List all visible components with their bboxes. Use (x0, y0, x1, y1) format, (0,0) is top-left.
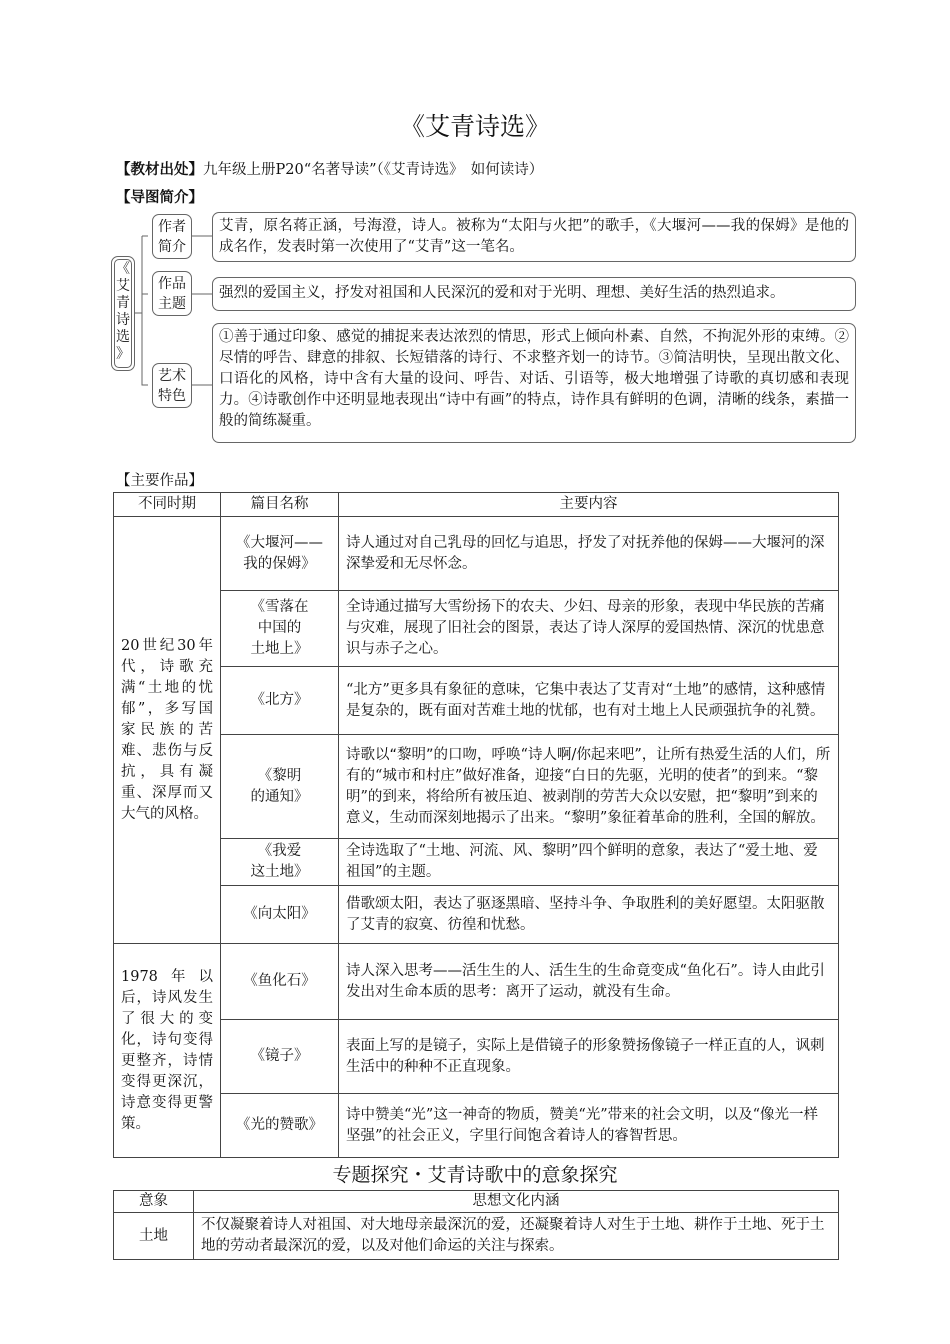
imagery-title: 专题探究・艾青诗歌中的意象探究 (332, 1164, 618, 1186)
key-phrase: 《大堰河——我的保姆》 (649, 218, 805, 234)
table-row (114, 886, 839, 944)
text-part: 全诗选取了“ (346, 843, 426, 859)
text-part: 与 (360, 641, 375, 657)
key-phrase: 面对苦难土地的忧郁 (447, 702, 578, 719)
text-part: 、 (549, 599, 564, 615)
key-phrase: 忧患意识 (346, 620, 825, 657)
header-title: 篇目名称 (221, 493, 339, 517)
book-char: 艾 (116, 278, 130, 294)
title-line: 《光的赞歌》 (236, 1117, 323, 1133)
text-part: 的美好愿望。太阳驱散了艾青的寂寞、彷徨和忧愁。 (346, 895, 825, 933)
text-part: 、 (321, 329, 337, 345)
text-part: 艾青，原名蒋正涵，号海澄，诗人。被称为“太阳与火把”的歌手， (219, 218, 650, 234)
title-line: 《黎明 (257, 767, 302, 784)
work-content (339, 1094, 839, 1158)
key-phrase: 全国的解放 (737, 809, 811, 826)
label-line: 作品 (158, 276, 186, 292)
key-phrase: 爱土地 (745, 843, 789, 859)
book-char: 选 (116, 329, 130, 345)
table-row (114, 517, 839, 591)
text-part: ，形式上倾向朴素、自然，不拘泥外形的束缚。② (526, 329, 850, 345)
text-part: 诗中赞美“光”这一神奇的物质，赞美“光”带来的社会文明，以及“像光一样坚强”的社会正义，字里行间饱含着诗人的睿智哲思。 (346, 1106, 819, 1144)
table-row (114, 591, 839, 667)
table-row (114, 944, 839, 1020)
map-label: 【导图简介】 (116, 190, 203, 206)
header-image: 意象 (114, 1191, 194, 1213)
title-line: 我的保姆》 (243, 555, 316, 572)
text-part: ，展现了旧社会的图景，表达了诗人深厚的 (389, 620, 665, 636)
key-phrase: 诗中有画 (446, 392, 505, 408)
key-phrase: 尽情的呼告 (219, 350, 293, 366)
book-char: 诗 (116, 312, 130, 328)
text-part: 诗人深入思考——活生生的人、活生生的生命竟变成“鱼化石”。诗人由此引发出对生命本质的思考： (346, 962, 825, 1000)
text-part: ”四个鲜明的意象，表达了“ (570, 843, 746, 859)
work-title (221, 517, 339, 591)
text-part: 、 (498, 843, 513, 859)
key-phrase: 肆意的排叙 (306, 350, 381, 366)
key-phrase: 土地 (425, 843, 455, 859)
key-phrase: 以“黎明”的口吻 (375, 746, 478, 763)
key-phrase: 口语化 (219, 371, 265, 387)
work-content (339, 944, 839, 1020)
work-title (221, 944, 339, 1020)
key-phrase: 河流 (469, 843, 499, 859)
title-line: 《镜子》 (250, 1048, 309, 1064)
key-phrase: 坚持斗争 (549, 895, 607, 912)
key-phrase: 母亲 (607, 599, 636, 615)
text-part: 。 (810, 809, 825, 826)
works-label: 【主要作品】 (116, 473, 203, 489)
text-part: 。 (505, 1058, 520, 1075)
work-content (339, 735, 839, 839)
title-line: 《雪落在 (250, 599, 309, 615)
key-phrase: 革命的胜利 (650, 809, 724, 826)
imagery-table (113, 1190, 839, 1260)
theme-content: 强烈的爱国主义，抒发对祖国和人民深沉的爱和对于光明、理想、美好生活的热烈追求。 (212, 277, 856, 311)
key-phrase: 不求整齐划一的诗节 (512, 350, 645, 366)
image-meaning: 不仅凝聚着诗人对祖国、对大地母亲最深沉的爱，还凝聚着诗人对生于土地、耕作于土地、死于土地的劳动者最深沉的爱，以及对他们命运的关注与探索。 (194, 1213, 839, 1260)
text-part: 、 (592, 599, 607, 615)
title-line: 这土地》 (250, 864, 309, 880)
label-line: 特色 (158, 388, 186, 404)
title-line: 《我爱 (257, 843, 302, 859)
text-part: ”的主题。 (375, 864, 441, 880)
text-part: ”的特点，诗作具有鲜明的色调，清晰的线条，素描一般的简练凝重。 (219, 392, 849, 429)
key-phrase: 离开了运动，就没有生命 (505, 983, 665, 1000)
text-part: “北方”更多具有象征的意味，它集中表达了艾青对“土地”的感情，这种感情是复杂的，既有 (346, 681, 826, 719)
work-content (339, 886, 839, 944)
text-part: 、 (380, 350, 395, 366)
title-line: 中国的 (257, 620, 302, 636)
title-line: 土地上》 (250, 641, 309, 657)
art-label (152, 363, 192, 408)
key-phrase: 爱祖国 (346, 843, 818, 880)
work-title (221, 735, 339, 839)
art-content (212, 323, 856, 443)
table-row (114, 1020, 839, 1094)
text-part: 、 (527, 843, 542, 859)
text-part: 诗人通过对自己乳母的回忆与追思，抒发了对抚养他的保姆——大堰河的深深挚爱和无尽怀念。 (346, 534, 825, 572)
label-line: 简介 (158, 239, 186, 255)
key-phrase: 对土地上人民顽强抗争的礼赞 (621, 702, 810, 719)
table-row (114, 735, 839, 839)
period-1930s: 20世纪30年代，诗歌充满“土地的忧郁”，多写国家民族的苦难、悲伤与反抗，具有凝重、深厚而又大气的风格。 (114, 517, 221, 944)
text-part: 是他的成名作，发表时第一次使用了“艾青”这一笔名。 (219, 218, 850, 255)
text-part: 。 (433, 641, 448, 657)
header-content: 主要内容 (339, 493, 839, 517)
theme-label (152, 271, 192, 316)
text-part: 、深沉的 (723, 620, 781, 636)
text-part: 。 (665, 983, 680, 1000)
work-content (339, 1020, 839, 1094)
document-title: 《艾青诗选》 (399, 112, 550, 141)
text-part: 借歌颂太阳，表达了 (346, 895, 477, 912)
title-line: 的通知》 (250, 788, 309, 805)
title-line: 《向太阳》 (243, 906, 316, 922)
source-text: 九年级上册P20“名著导读”（《艾青诗选》 如何读诗） (203, 162, 544, 178)
text-part: 的风格，诗中含有大量的设问、呼告、对话、引语等，极大地增强了诗歌的真切感和表现力。④诗歌创作中还明显地表现出“ (219, 371, 850, 408)
text-part: 。③简洁明快，呈现出 (644, 350, 791, 366)
works-table (113, 492, 839, 1158)
text-part: 、 (834, 350, 850, 366)
text-part: ①善于通过 (219, 329, 293, 345)
key-phrase: 黎明 (541, 843, 571, 859)
text-part: 诗歌 (346, 746, 375, 763)
period-post-1978: 1978年以后，诗风发生了很大的变化，诗句变得更整齐，诗情变得更深沉，诗意变得更警策。 (114, 944, 221, 1158)
author-content (212, 212, 856, 262)
work-title (221, 667, 339, 735)
key-phrase: 风 (512, 843, 528, 859)
work-title (221, 591, 339, 667)
header-meaning: 思想文化内涵 (194, 1191, 839, 1213)
text-part: 。 (810, 702, 825, 719)
label-line: 主题 (158, 296, 186, 312)
header-period: 不同时期 (114, 493, 221, 517)
text-part: ，呼唤“诗人啊/你起来吧”，让所有热爱生活的人们，所有的“城市和村庄”做好准备，迎接“白日的先驱，光明的使者”的到来。“黎明”的到来，将给所有被压迫、被剥削的劳苦大众以安慰，把“黎明”到来的意义，生动而深刻地揭示了出来。“黎明”象征着 (346, 746, 831, 826)
text-part: 、 (788, 843, 804, 859)
key-phrase: 长短错落的诗行 (394, 350, 498, 366)
key-phrase: 散文化 (790, 350, 835, 366)
key-phrase: 少妇 (563, 599, 593, 615)
author-label (152, 214, 192, 259)
key-phrase: 争取胜利 (621, 895, 680, 912)
text-part: 表面上写的是镜子，实际上是借镜子的形象 (346, 1037, 622, 1054)
work-title (221, 1020, 339, 1094)
title-line: 《北方》 (250, 692, 309, 708)
text-part: 的形象，表现 (636, 599, 723, 615)
title-line: 《鱼化石》 (243, 973, 316, 989)
work-title (221, 1094, 339, 1158)
table-row (114, 839, 839, 886)
source-label: 【教材出处】 (116, 162, 203, 178)
key-phrase: 中华民族的苦痛与灾难 (346, 599, 825, 636)
text-part: 、 (607, 895, 622, 912)
text-part: ， (723, 809, 738, 826)
label-line: 艺术 (158, 368, 186, 384)
text-part: 、 (454, 843, 470, 859)
key-phrase: 赤子之心 (375, 641, 433, 657)
work-title (221, 839, 339, 886)
key-phrase: 爱国热情 (665, 620, 723, 636)
key-phrase: 赞扬像镜子一样正直的人，讽刺生活中的种种不正直现象 (346, 1037, 825, 1075)
key-phrase: 驱逐黑暗 (476, 895, 535, 912)
work-content (339, 591, 839, 667)
key-phrase: 感觉的捕捉来表达浓烈的情思 (336, 329, 527, 345)
work-title (221, 886, 339, 944)
key-phrase: 农夫 (520, 599, 549, 615)
key-phrase: 印象 (292, 329, 322, 345)
text-part: 、 (292, 350, 307, 366)
table-row (114, 667, 839, 735)
table-row (114, 1094, 839, 1158)
work-content (339, 839, 839, 886)
work-content (339, 517, 839, 591)
image-name: 土地 (114, 1213, 194, 1260)
book-char: 《 (116, 261, 130, 277)
text-part: 、 (497, 350, 513, 366)
text-part: ，也有 (578, 702, 622, 719)
work-content (339, 667, 839, 735)
text-part: 全诗通过描写大雪纷扬下的 (346, 599, 520, 615)
text-part: 、 (534, 895, 549, 912)
label-line: 作者 (158, 219, 186, 235)
title-line: 《大堰河—— (236, 534, 323, 551)
table-row (114, 1213, 839, 1260)
book-char: 》 (116, 346, 130, 362)
book-char: 青 (116, 295, 130, 311)
